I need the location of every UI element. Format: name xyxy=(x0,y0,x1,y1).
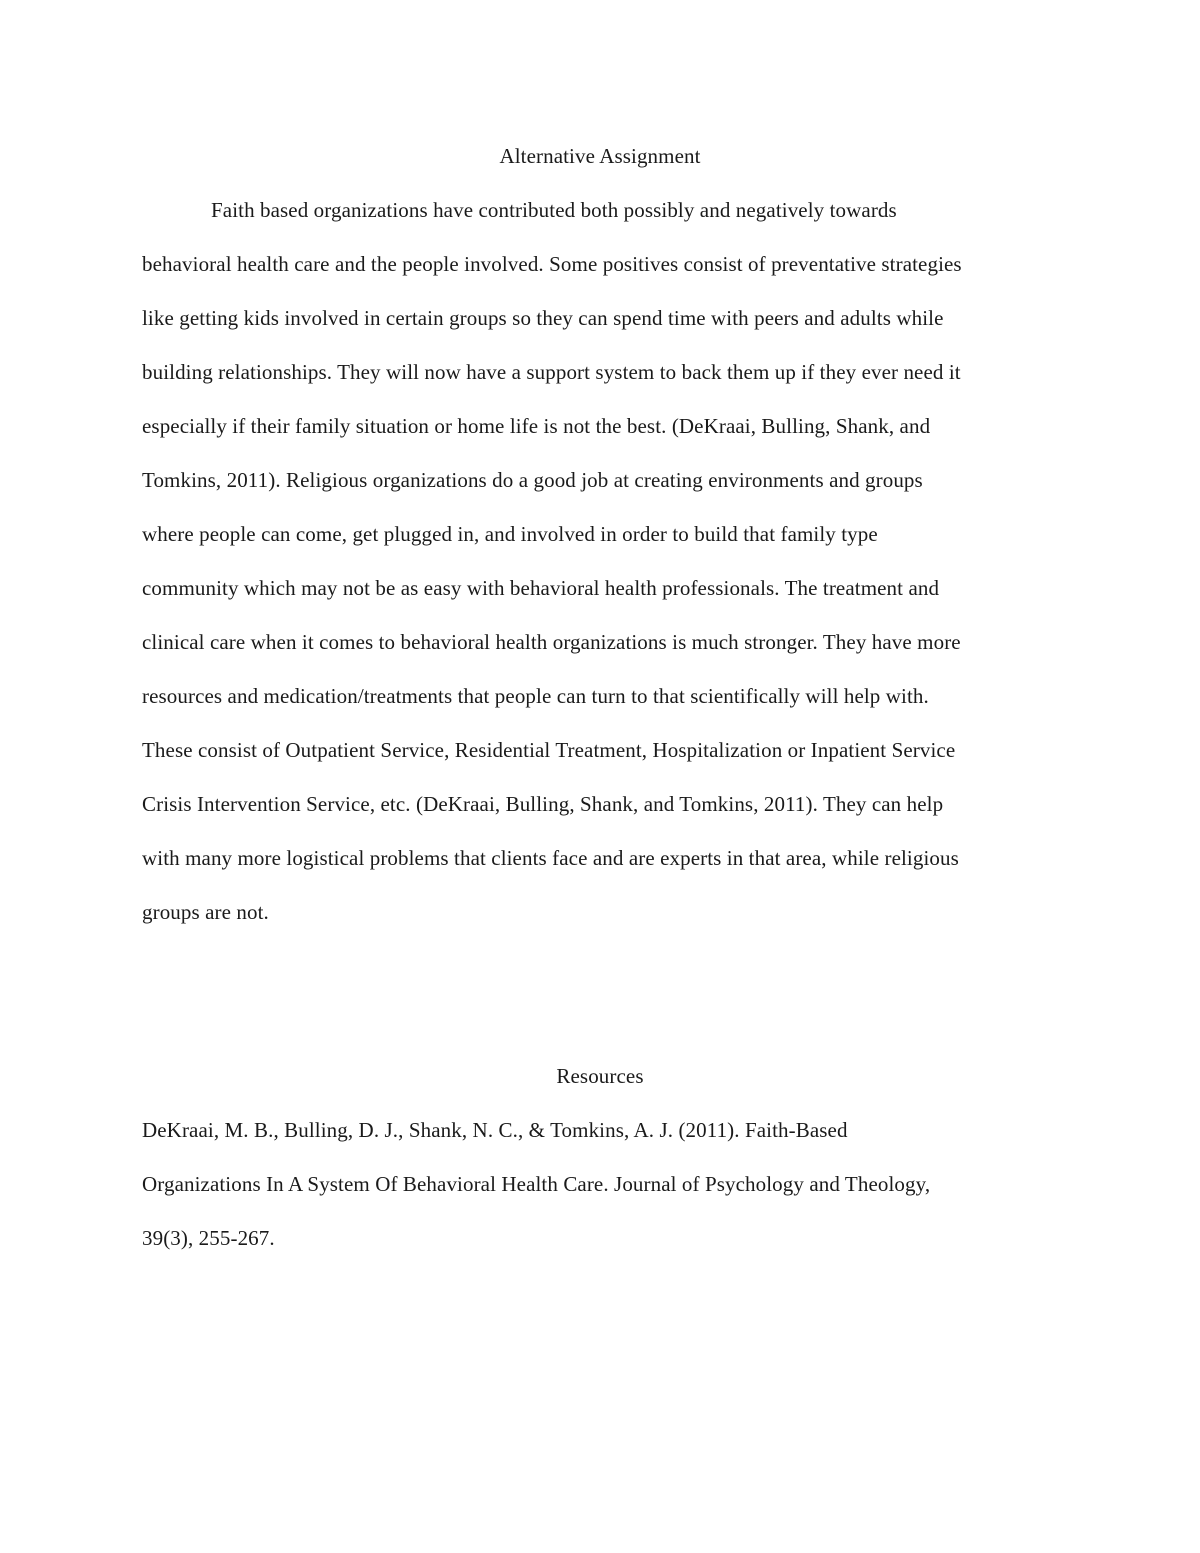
paragraph-line: Crisis Intervention Service, etc. (DeKraai, Bulling, Shank, and Tomkins, 2011). They can help xyxy=(142,792,944,816)
paragraph-line: community which may not be as easy with behavioral health professionals. The treatment and xyxy=(142,576,940,600)
document-title: Alternative Assignment xyxy=(499,144,701,168)
paragraph-line: behavioral health care and the people involved. Some positives consist of preventative strategies xyxy=(142,252,962,276)
paragraph-line: like getting kids involved in certain groups so they can spend time with peers and adults while xyxy=(142,306,944,330)
paragraph-line: These consist of Outpatient Service, Residential Treatment, Hospitalization or Inpatient Service xyxy=(142,738,956,762)
paragraph-line: building relationships. They will now have a support system to back them up if they ever need it xyxy=(142,360,961,384)
reference-line: Organizations In A System Of Behavioral Health Care. Journal of Psychology and Theology, xyxy=(142,1172,931,1196)
paragraph-line: groups are not. xyxy=(142,900,269,924)
paragraph-line: resources and medication/treatments that people can turn to that scientifically will help with. xyxy=(142,684,929,708)
paragraph-line: clinical care when it comes to behavioral health organizations is much stronger. They have more xyxy=(142,630,961,654)
paragraph-line: Faith based organizations have contributed both possibly and negatively towards xyxy=(211,198,897,222)
paragraph-line: especially if their family situation or home life is not the best. (DeKraai, Bulling, Shank, and xyxy=(142,414,931,438)
reference-line: 39(3), 255-267. xyxy=(142,1226,275,1250)
resources-heading: Resources xyxy=(556,1064,644,1088)
reference-line: DeKraai, M. B., Bulling, D. J., Shank, N. C., & Tomkins, A. J. (2011). Faith-Based xyxy=(142,1118,848,1142)
paragraph-line: Tomkins, 2011). Religious organizations do a good job at creating environments and groups xyxy=(142,468,923,492)
paragraph-line: where people can come, get plugged in, and involved in order to build that family type xyxy=(142,522,878,546)
paragraph-line: with many more logistical problems that clients face and are experts in that area, while religious xyxy=(142,846,959,870)
